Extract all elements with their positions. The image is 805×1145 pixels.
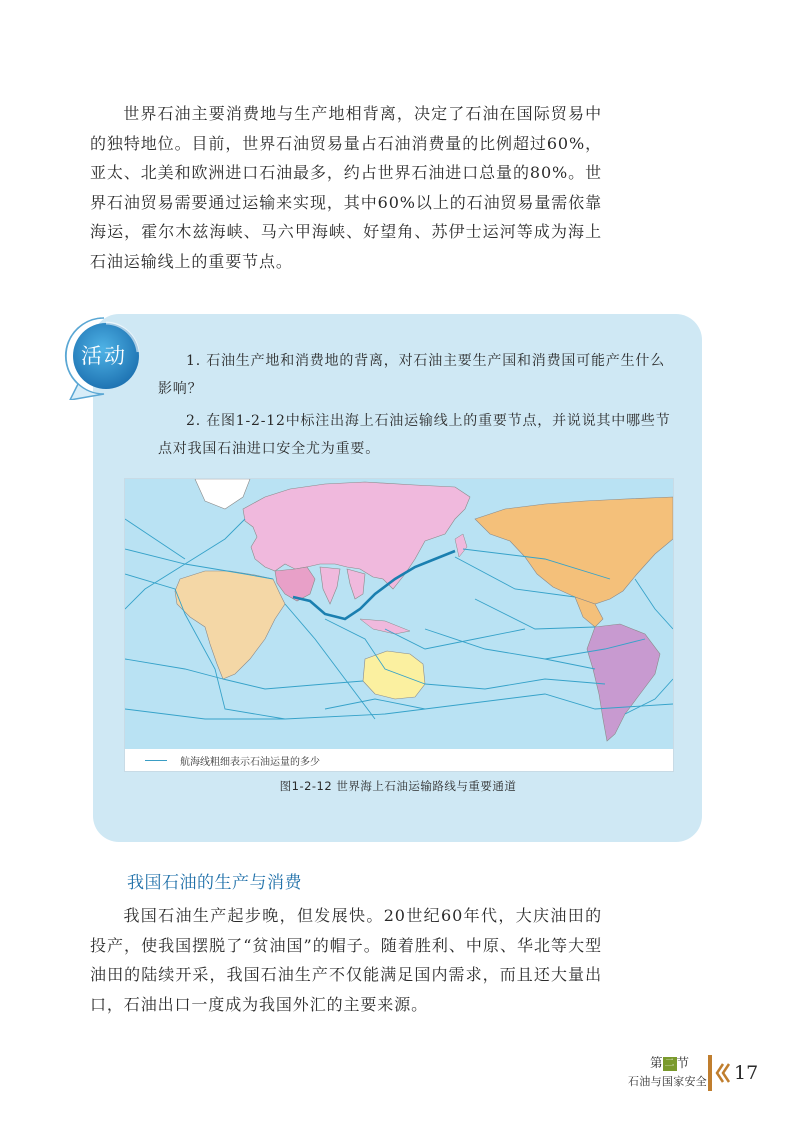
intro-paragraph: 世界石油主要消费地与生产地相背离，决定了石油在国际贸易中的独特地位。目前，世界石油贸易量占石油消费量的比例超过60%，亚太、北美和欧洲进口石油最多，约占世界石油进口总量的80%。世界石油贸易需要通过运输来实现，其中60%以上的石油贸易量需依靠海运，霍尔木兹海峡、马六甲海峡、好望角、苏伊士运河等成为海上石油运输线上的重要节点。 (90, 104, 602, 271)
china-oil-paragraph: 我国石油生产起步晚，但发展快。20世纪60年代，大庆油田的投产，使我国摆脱了“贫油国”的帽子。随着胜利、中原、华北等大型油田的陆续开采，我国石油生产不仅能满足国内需求，而且还大量出口，石油出口一度成为我国外汇的主要来源。 (90, 906, 602, 1014)
activity-question-2: 2. 在图1-2-12中标注出海上石油运输线上的重要节点，并说说其中哪些节点对我国石油进口安全尤为重要。 (158, 413, 671, 457)
world-map (125, 479, 673, 749)
activity-badge (62, 314, 146, 400)
activity-question-1: 1. 石油生产地和消费地的背离，对石油主要生产国和消费国可能产生什么影响？ (158, 353, 666, 397)
footer-section-label: 第 二 节 (650, 1055, 690, 1070)
page-number: 17 (734, 1062, 759, 1084)
legend-text: 航海线粗细表示石油运量的多少 (180, 757, 320, 768)
footer-divider (708, 1055, 712, 1091)
activity-label: 活动 (81, 344, 127, 368)
legend-line-icon (145, 760, 167, 761)
figure-caption: 图1-2-12 世界海上石油运输路线与重要通道 (279, 779, 517, 793)
world-oil-route-map (124, 478, 674, 772)
double-chevron-icon (715, 1062, 731, 1084)
footer-section-title: 石油与国家安全 (628, 1075, 708, 1088)
section-heading: 我国石油的生产与消费 (127, 873, 302, 893)
section-number-badge: 二 (664, 1057, 675, 1069)
map-legend (125, 749, 673, 771)
